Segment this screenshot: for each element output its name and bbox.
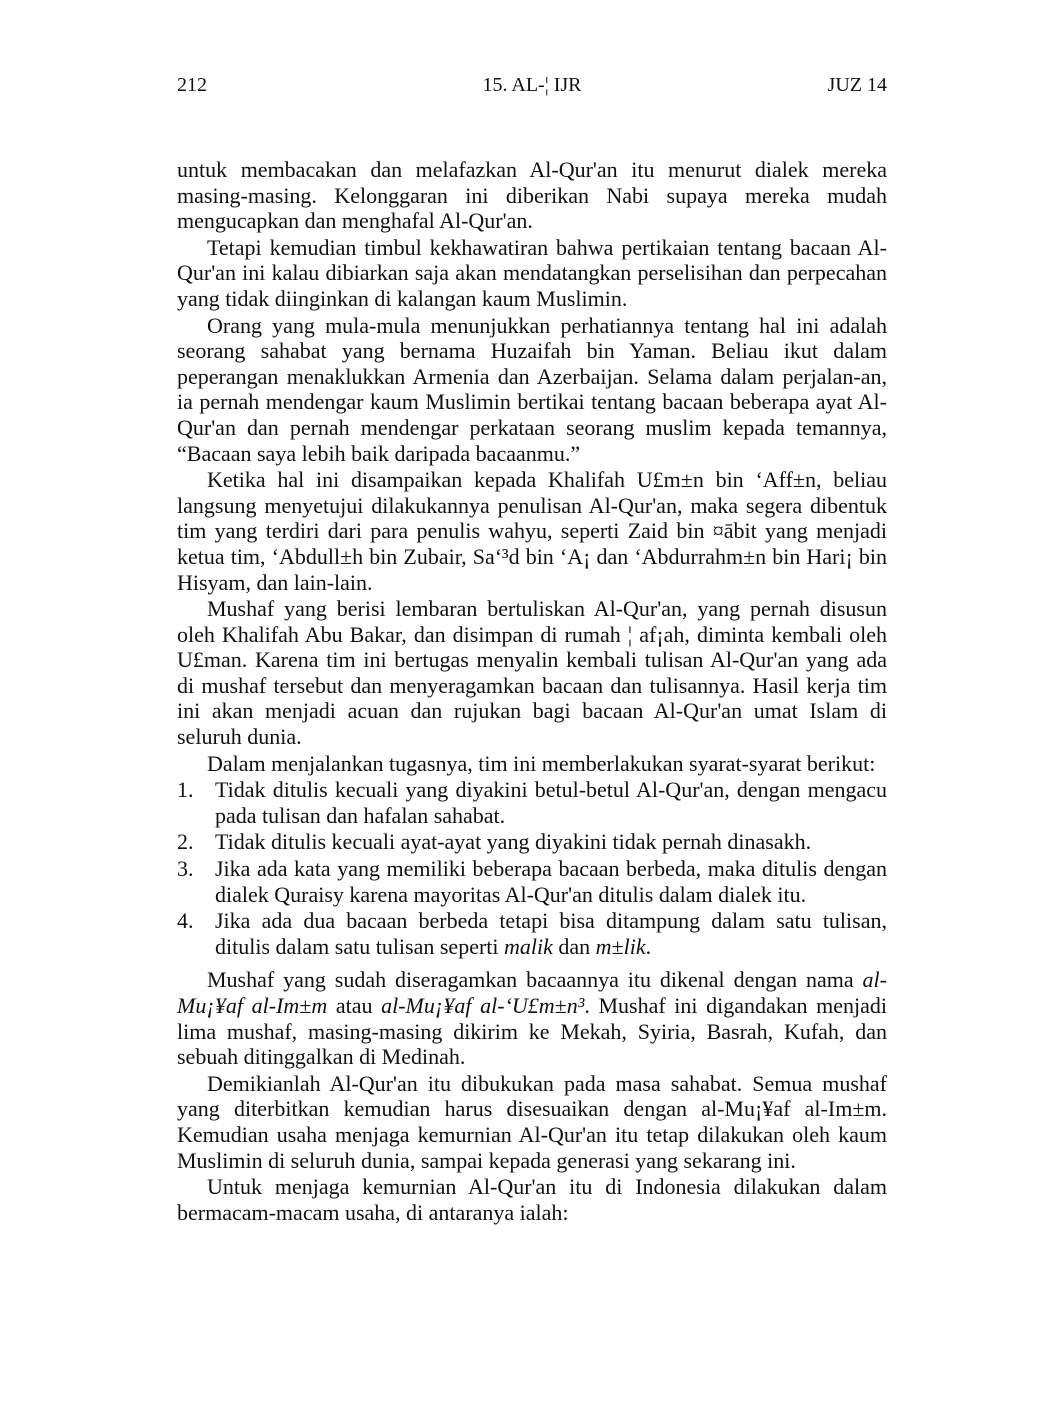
paragraph: Dalam menjalankan tugasnya, tim ini memberlakukan syarat-syarat berikut:	[207, 750, 876, 776]
text-part: atau	[327, 993, 382, 1018]
juz-label: JUZ 14	[827, 74, 887, 96]
page-number: 212	[177, 74, 207, 96]
list-text-part: Jika ada dua bacaan berbeda tetapi bisa ditampung dalam satu tulisan, ditulis dalam satu tulisan seperti	[215, 908, 887, 959]
list-text-part: .	[645, 933, 652, 959]
list-text-part: dan	[552, 933, 596, 959]
list-number: 3.	[177, 856, 194, 882]
text-part: Mushaf yang sudah diseragamkan bacaannya itu dikenal dengan nama	[207, 967, 863, 993]
paragraph: Mushaf yang berisi lembaran bertuliskan Al-Qur'an, yang pernah disusun oleh Khalifah Abu Bakar, dan disimpan di rumah ¦ af¡ah, diminta kembali oleh U£man. Karena tim ini bertugas menyalin kembali tulisan Al-Qur'an yang ada di mushaf tersebut dan menyeragamkan bacaan dan tulisannya. Hasil kerja tim ini akan menjadi acuan dan rujukan bagi bacaan Al-Qur'an umat Islam di seluruh dunia.	[177, 596, 887, 750]
list-item	[177, 777, 887, 828]
paragraph: Orang yang mula-mula menunjukkan perhatiannya tentang hal ini adalah seorang sahabat yang bernama Huzaifah bin Yaman. Beliau ikut dalam peperangan menaklukkan Armenia dan Azerbaijan. Selama dalam perjalan-an, ia pernah mendengar kaum Muslimin bertikai tentang bacaan beberapa ayat Al-Qur'an dan pernah mendengar perkataan seorang muslim kepada temannya, “Bacaan saya lebih baik daripada bacaanmu.”	[177, 312, 887, 466]
list-text: Tidak ditulis kecuali yang diyakini betul-betul Al-Qur'an, dengan mengacu pada tulisan dan hafalan sahabat.	[215, 777, 887, 828]
chapter-title: 15. AL-¦ IJR	[482, 74, 582, 96]
paragraph-continued: untuk membacakan dan melafazkan Al-Qur'an itu menurut dialek mereka masing-masing. Kelonggaran ini diberikan Nabi supaya mereka mudah mengucapkan dan menghafal Al-Qur'an.	[177, 157, 887, 234]
list-text	[215, 908, 887, 959]
list-item	[177, 829, 887, 855]
paragraph: Tetapi kemudian timbul kekhawatiran bahwa pertikaian tentang bacaan Al-Qur'an ini kalau dibiarkan saja akan mendatangkan perselisihan dan perpecahan yang tidak diinginkan di kalangan kaum Muslimin.	[177, 234, 887, 311]
list-item	[177, 856, 887, 907]
page-body	[177, 157, 887, 1226]
paragraph	[177, 967, 887, 1069]
paragraph: Ketika hal ini disampaikan kepada Khalifah U£m±n bin ‘Aff±n, beliau langsung menyetujui dilakukannya penulisan Al-Qur'an, maka segera dibentuk tim yang terdiri dari para penulis wahyu, seperti Zaid bin ¤ābit yang menjadi ketua tim, ‘Abdull±h bin Zubair, Sa‘³d bin ‘A¡ dan ‘Abdurrahm±n bin Hari¡ bin Hisyam, dan lain-lain.	[177, 467, 887, 595]
list-number: 4.	[177, 908, 194, 934]
paragraph: Untuk menjaga kemurnian Al-Qur'an itu di Indonesia dilakukan dalam bermacam-macam usaha, di antaranya ialah:	[177, 1174, 887, 1225]
italic-term: al-Mu¡¥af al-Im±m	[177, 967, 887, 1018]
italic-term: malik	[504, 933, 553, 959]
list-text: Jika ada kata yang memiliki beberapa bacaan berbeda, maka ditulis dengan dialek Quraisy karena mayoritas Al-Qur'an ditulis dalam dialek itu.	[215, 856, 887, 907]
list-number: 1.	[177, 777, 194, 803]
list-text: Tidak ditulis kecuali ayat-ayat yang diyakini tidak pernah dinasakh.	[215, 829, 812, 855]
italic-term: al-Mu¡¥af al-‘U£m±n³	[381, 993, 585, 1018]
text-part: . Mushaf ini digandakan menjadi lima mushaf, masing-masing dikirim ke Mekah, Syiria, Basrah, Kufah, dan sebuah ditinggalkan di Medinah.	[177, 993, 887, 1070]
requirements-list	[177, 777, 887, 959]
list-item	[177, 908, 887, 959]
paragraph: Demikianlah Al-Qur'an itu dibukukan pada masa sahabat. Semua mushaf yang diterbitkan kemudian harus disesuaikan dengan al-Mu¡¥af al-Im±m. Kemudian usaha menjaga kemurnian Al-Qur'an itu tetap dilakukan oleh kaum Muslimin di seluruh dunia, sampai kepada generasi yang sekarang ini.	[177, 1070, 887, 1173]
list-number: 2.	[177, 829, 194, 855]
page-header	[177, 74, 887, 104]
italic-term: m±lik	[595, 933, 646, 959]
